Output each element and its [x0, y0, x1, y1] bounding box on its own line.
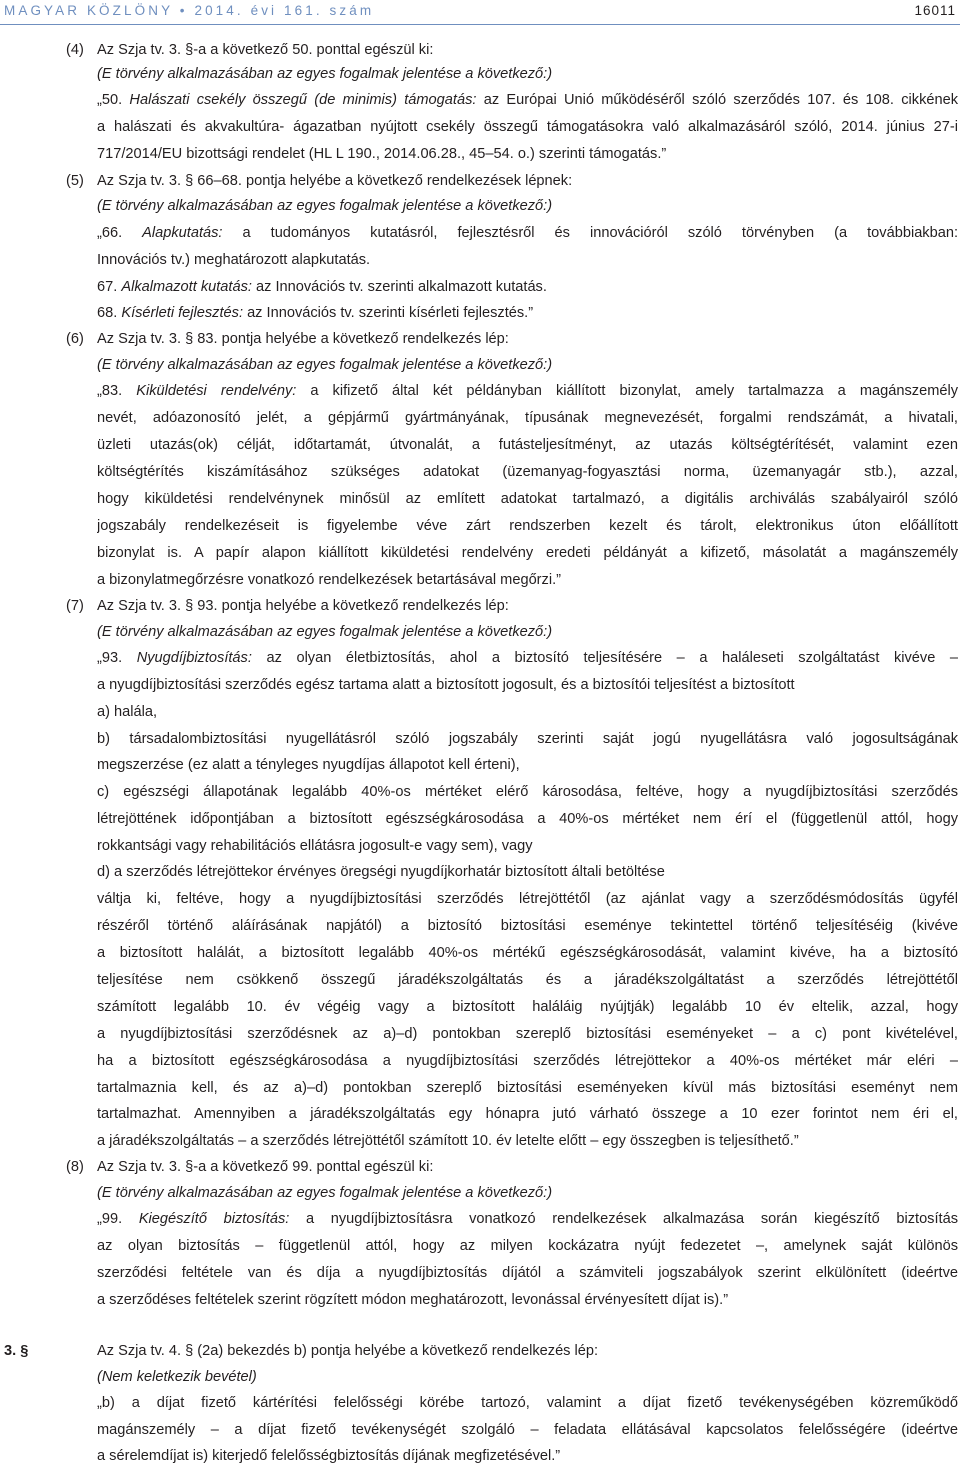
text-line	[97, 353, 958, 377]
text-line	[97, 860, 958, 884]
italic-text: (E törvény alkalmazásában az egyes fogalmak jelentése a következő:)	[97, 1185, 553, 1201]
text-line	[97, 780, 958, 804]
text-run: „66.	[97, 225, 143, 241]
text-line	[97, 1049, 958, 1073]
text-run: tartalmazhat. Amennyiben a járadékszolgáltatás egy hónapra jutó várható összege a 10 ezer forintot nem éri el,	[97, 1106, 958, 1122]
text-run: számított legalább 10. év végéig vagy a biztosított haláláig nyújtják) legalább 10 év eltelik, azzal, hogy	[97, 999, 958, 1015]
paragraph-number: (6)	[66, 331, 84, 347]
text-line	[97, 1076, 958, 1100]
text-line	[97, 169, 958, 193]
text-line	[97, 62, 958, 86]
text-line	[97, 1102, 958, 1126]
text-run: rokkantsági vagy rehabilitációs ellátásra jogosult-e vagy sem), vagy	[97, 838, 533, 854]
italic-text: (E törvény alkalmazásában az egyes fogalmak jelentése a következő:)	[97, 66, 553, 82]
text-line	[97, 88, 958, 112]
text-run: megszerzése (ez alatt a tényleges nyugdíjas állapotot kell érteni),	[97, 757, 520, 773]
text-run: bizonylat is. A papír alapon kiállított kiküldetési rendelvény eredeti példányát a kifizető, másolatát a magánszemély	[97, 545, 958, 561]
text-line	[97, 646, 958, 670]
italic-text: Halászati csekély összegű (de minimis) támogatás:	[129, 92, 477, 108]
text-line	[97, 275, 958, 299]
publication-title: MAGYAR KÖZLÖNY • 2014. évi 161. szám	[4, 3, 375, 18]
text-run: Innovációs tv.) meghatározott alapkutatás.	[97, 252, 371, 268]
text-line	[97, 1181, 958, 1205]
italic-text: Kísérleti fejlesztés:	[121, 305, 244, 321]
text-run: Az Szja tv. 3. §-a a következő 99. ponttal egészül ki:	[97, 1159, 434, 1175]
text-run: „93.	[97, 650, 137, 666]
text-line	[97, 887, 958, 911]
paragraph-number: (5)	[66, 173, 84, 189]
text-line	[97, 968, 958, 992]
text-run: nevét, adóazonosító jelét, a gépjármű gyártmányának, típusának megnevezését, forgalmi rendszámát, a hivatali,	[97, 410, 958, 426]
italic-text: (E törvény alkalmazásában az egyes fogalmak jelentése a következő:)	[97, 357, 553, 373]
text-line	[97, 1155, 958, 1179]
text-line	[97, 1444, 958, 1468]
text-run: Az Szja tv. 3. § 66–68. pontja helyébe a következő rendelkezések lépnek:	[97, 173, 573, 189]
text-line	[97, 221, 958, 245]
text-line	[97, 1288, 958, 1312]
text-line	[97, 433, 958, 457]
text-run: a nyugdíjbiztosítási szerződésnek az a)–d) pontokban szereplő biztosítási eseményeket – a c) pont kivételével,	[97, 1026, 958, 1042]
italic-text: Kiegészítő biztosítás:	[138, 1211, 290, 1227]
text-run: szerződési feltétele van és díja a nyugdíjbiztosítás díjától a számviteli jogszabályok szerint elkülönített (ideértve	[97, 1265, 958, 1281]
text-run: „b) a díjat fizető kártérítési felelősségi körébe tartozó, valamint a díjat fizető tevékenységében közreműködő	[97, 1395, 958, 1411]
italic-text: Nyugdíjbiztosítás:	[136, 650, 252, 666]
italic-text: Alapkutatás:	[142, 225, 223, 241]
text-run: jogszabály rendelkezéseit is figyelembe véve zárt rendszerben kezelt és tárolt, elektronikus úton előállított	[97, 518, 958, 534]
text-line	[97, 327, 958, 351]
text-line	[97, 727, 958, 751]
text-run: az olyan biztosítás – függetlenül attól, hogy az milyen kockázatra nyújt fedezetet –, amelynek saját különös	[97, 1238, 958, 1254]
text-run: a kifizető által két példányban kiállított bizonylat, amely tartalmazza a magánszemély	[296, 383, 958, 399]
text-line	[97, 1391, 958, 1415]
text-run: részéről történő aláírásának napjától) a biztosító biztosítási eseménye tekintettel történő teljesítéséig (kivéve	[97, 918, 958, 934]
text-run: ha a biztosított egészségkárosodása a nyugdíjbiztosítási szerződés létrejöttekor a 40%-os mértéket már eléri –	[97, 1053, 958, 1069]
text-line	[97, 1261, 958, 1285]
text-run: teljesítése nem csökkenő összegű járadékszolgáltatás és a járadékszolgáltatást a szerződés létrejöttétől	[97, 972, 958, 988]
italic-text: (E törvény alkalmazásában az egyes fogalmak jelentése a következő:)	[97, 624, 553, 640]
text-line	[97, 1129, 958, 1153]
text-line	[97, 1418, 958, 1442]
text-run: létrejöttének időpontjában a biztosított egészségkárosodása a 40%-os mértéket nem érí el (függetlenül attól, hogy	[97, 811, 958, 827]
text-run: b) társadalombiztosítási nyugellátásról szóló jogszabály szerinti saját jogú nyugellátásra való jogosultságának	[97, 731, 958, 747]
text-line	[97, 1207, 958, 1231]
text-run: a biztosított halálát, a biztosított legalább 40%-os mértékű egészségkárosodását, valamint kivéve, ha a biztosító	[97, 945, 958, 961]
text-run: váltja ki, feltéve, hogy a nyugdíjbiztosítási szerződés létrejöttétől (az ajánlat vagy a szerződésmódosítás ügyfél	[97, 891, 958, 907]
text-line	[97, 301, 958, 325]
text-run: „50.	[97, 92, 130, 108]
text-line	[97, 941, 958, 965]
paragraph-number: (7)	[66, 598, 84, 614]
text-run: a bizonylatmegőrzésre vonatkozó rendelkezések betartásával megőrzi.”	[97, 572, 561, 588]
text-line	[97, 568, 958, 592]
text-line	[97, 194, 958, 218]
section-number: 3. §	[4, 1343, 29, 1359]
text-run: d) a szerződés létrejöttekor érvényes öregségi nyugdíjkorhatár biztosított általi betöltése	[97, 864, 665, 880]
text-run: Az Szja tv. 3. § 83. pontja helyébe a következő rendelkezés lép:	[97, 331, 509, 347]
text-line	[97, 1022, 958, 1046]
text-run: „83.	[97, 383, 137, 399]
text-run: 68.	[97, 305, 122, 321]
text-line	[97, 620, 958, 644]
text-line	[97, 460, 958, 484]
text-run: a halászati és akvakultúra- ágazatban nyújtott csekély összegű támogatásokra való alkalmazásáról szóló, 2014. június 27-i	[97, 119, 958, 135]
text-run: c) egészségi állapotának legalább 40%-os mértéket elérő károsodása, feltéve, hogy a nyugdíjbiztosítási szerződés	[97, 784, 958, 800]
text-line	[97, 673, 958, 697]
page-header	[0, 0, 960, 22]
text-run: a nyugdíjbiztosításra vonatkozó rendelkezések alkalmazása során kiegészítő biztosítás	[289, 1211, 958, 1227]
text-run: a) halála,	[97, 704, 158, 720]
text-line	[97, 248, 958, 272]
text-line	[97, 1234, 958, 1258]
text-run: a sérelemdíjat is) kiterjedő felelősségbiztosítás díjának megfizetésével.”	[97, 1448, 561, 1464]
paragraph-number: (4)	[66, 42, 84, 58]
text-line	[97, 142, 958, 166]
text-line	[97, 379, 958, 403]
text-line	[97, 541, 958, 565]
text-line	[97, 1339, 958, 1363]
text-run: 67.	[97, 279, 122, 295]
text-line	[97, 115, 958, 139]
text-line	[97, 807, 958, 831]
text-line	[97, 594, 958, 618]
text-run: költségtérítés kiszámításához szükséges adatokat (üzemanyag-fogyasztási norma, üzemanyagár stb.), azzal,	[97, 464, 958, 480]
text-run: Az Szja tv. 3. § 93. pontja helyébe a következő rendelkezés lép:	[97, 598, 509, 614]
text-run: az Innovációs tv. szerinti kísérleti fejlesztés.”	[243, 305, 534, 321]
paragraph-number: (8)	[66, 1159, 84, 1175]
italic-text: Kiküldetési rendelvény:	[136, 383, 297, 399]
italic-text: (Nem keletkezik bevétel)	[97, 1369, 257, 1385]
text-line	[97, 514, 958, 538]
italic-text: (E törvény alkalmazásában az egyes fogalmak jelentése a következő:)	[97, 198, 553, 214]
text-line	[97, 995, 958, 1019]
text-run: a tudományos kutatásról, fejlesztésről és innovációról szóló törvényben (a továbbiakban:	[222, 225, 958, 241]
text-run: az Innovációs tv. szerinti alkalmazott kutatás.	[251, 279, 547, 295]
text-run: a nyugdíjbiztosítási szerződés egész tartama alatt a biztosított jogosult, és a biztosítói teljesítést a biztosított	[97, 677, 795, 693]
text-run: 717/2014/EU bizottsági rendelet (HL L 190., 2014.06.28., 45–54. o.) szerinti támogatás.”	[97, 146, 667, 162]
text-run: tartalmaznia kell, és az a)–d) pontokban szereplő biztosítási eseményeken kívül más biztosítási eseményt nem	[97, 1080, 958, 1096]
text-line	[97, 406, 958, 430]
text-run: üzleti utazás(ok) célját, időtartamát, útvonalát, a futásteljesítményt, az utazás költségtérítését, valamint ezen	[97, 437, 958, 453]
italic-text: Alkalmazott kutatás:	[121, 279, 252, 295]
text-run: Az Szja tv. 4. § (2a) bekezdés b) pontja helyébe a következő rendelkezés lép:	[97, 1343, 599, 1359]
text-run: az olyan életbiztosítás, ahol a biztosító teljesítésére – a haláleseti szolgáltatást kivéve –	[251, 650, 958, 666]
page-number: 16011	[914, 3, 956, 18]
text-run: hogy kiküldetési rendelvénynek minősül az említett adatokat tartalmazó, a digitális archiválás szabályairól szóló	[97, 491, 958, 507]
text-line	[97, 834, 958, 858]
text-run: a szerződéses feltételek szerint rögzített módon meghatározott, levonással érvényesített díjat is).”	[97, 1292, 729, 1308]
text-run: magánszemély – a díjat fizető tevékenységét szolgáló – feladata ellátásával kapcsolatos felelősségére (ideértve	[97, 1422, 958, 1438]
text-line	[97, 914, 958, 938]
text-run: Az Szja tv. 3. §-a a következő 50. ponttal egészül ki:	[97, 42, 434, 58]
text-line	[97, 1365, 958, 1389]
header-rule	[0, 24, 960, 25]
text-line	[97, 38, 958, 62]
text-run: „99.	[97, 1211, 139, 1227]
text-run: az Európai Unió működéséről szóló szerződés 107. és 108. cikkének	[476, 92, 958, 108]
text-line	[97, 487, 958, 511]
text-line	[97, 700, 958, 724]
text-line	[97, 753, 958, 777]
text-run: a járadékszolgáltatás – a szerződés létrejöttétől számított 10. év letelte előtt – egy összegben is teljesíthető.”	[97, 1133, 799, 1149]
